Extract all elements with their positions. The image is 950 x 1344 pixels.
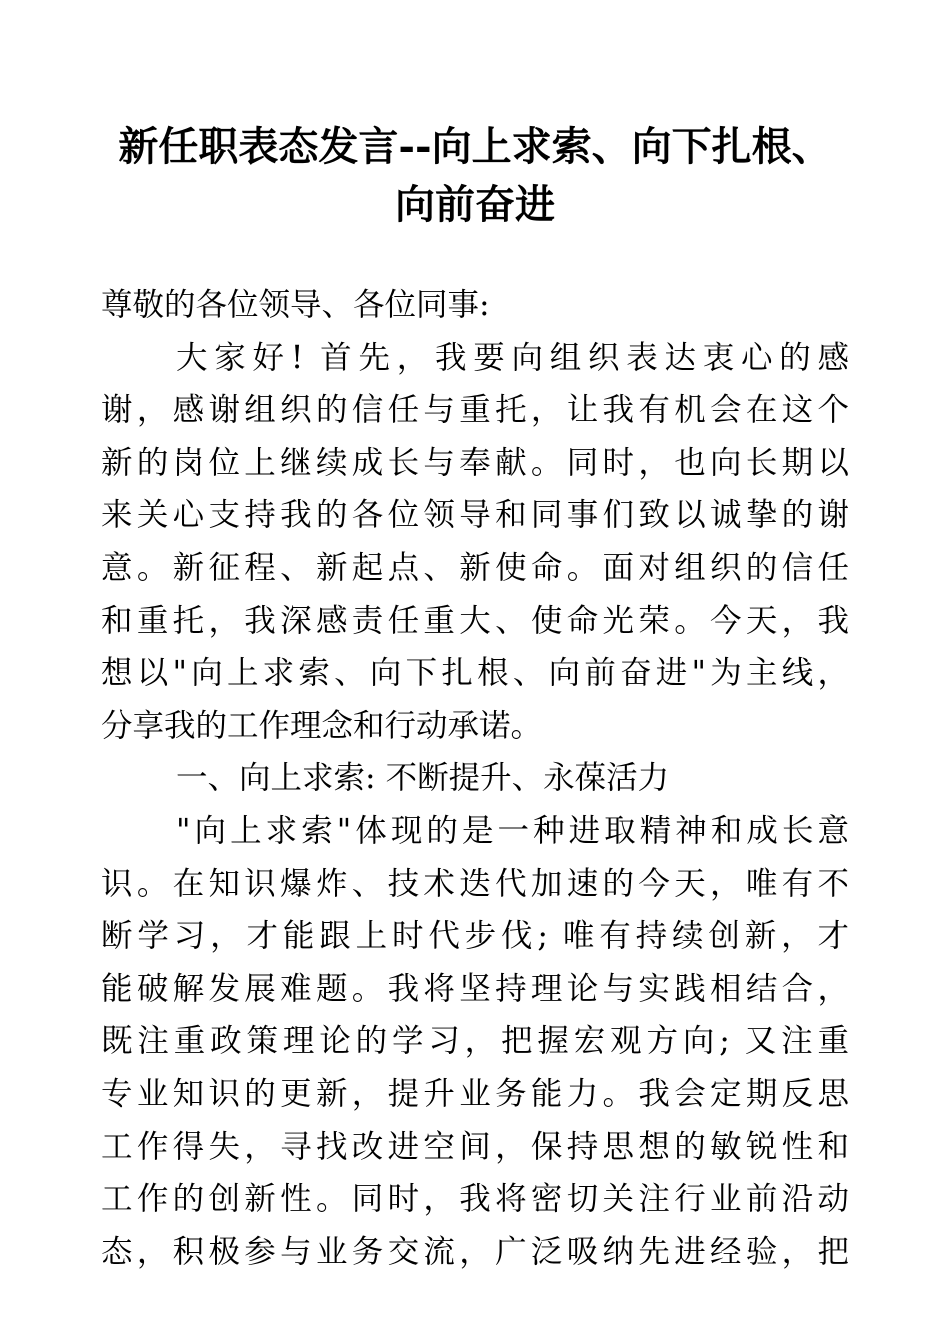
title-line: 向前奋进 [395, 181, 555, 228]
text-line: 新的岗位上继续成长与奉献。同时，也向长期以 [101, 444, 849, 481]
paragraph-section1 [101, 805, 861, 1278]
text-line: 能破解发展难题。我将坚持理论与实践相结合， [101, 970, 849, 1007]
paragraph-greeting [101, 332, 861, 753]
text-line: 分享我的工作理念和行动承诺。 [101, 707, 543, 744]
text-line: 工作的创新性。同时，我将密切关注行业前沿动 [101, 1181, 849, 1218]
section-heading-text: 一、向上求索: 不断提升、永葆活力 [176, 760, 670, 797]
section-heading [101, 752, 861, 805]
text-line: 工作得失，寻找改进空间，保持思想的敏锐性和 [101, 1128, 849, 1165]
text-line: 意。新征程、新起点、新使命。面对组织的信任 [101, 549, 849, 586]
text-line: 专业知识的更新，提升业务能力。我会定期反思 [101, 1075, 849, 1112]
text-line: 来关心支持我的各位领导和同事们致以诚挚的谢 [101, 497, 849, 534]
title-line: 新任职表态发言--向上求索、向下扎根、 [118, 123, 832, 170]
text-line: 态，积极参与业务交流，广泛吸纳先进经验，把 [101, 1233, 849, 1270]
text-line: 和重托，我深感责任重大、使命光荣。今天，我 [101, 602, 849, 639]
text-line: 想以"向上求索、向下扎根、向前奋进"为主线， [101, 655, 849, 692]
text-line: 大家好! 首先，我要向组织表达衷心的感 [176, 339, 849, 376]
text-line: 断学习，才能跟上时代步伐; 唯有持续创新，才 [101, 918, 849, 955]
document-body [101, 279, 861, 1278]
text-line: 谢，感谢组织的信任与重托，让我有机会在这个 [101, 392, 849, 429]
salutation-text: 尊敬的各位领导、各位同事: [101, 287, 490, 323]
text-line: "向上求索"体现的是一种进取精神和成长意 [176, 812, 849, 849]
text-line: 识。在知识爆炸、技术迭代加速的今天，唯有不 [101, 865, 849, 902]
document-title [90, 118, 860, 234]
text-line: 既注重政策理论的学习，把握宏观方向; 又注重 [101, 1023, 849, 1060]
salutation [101, 279, 861, 332]
